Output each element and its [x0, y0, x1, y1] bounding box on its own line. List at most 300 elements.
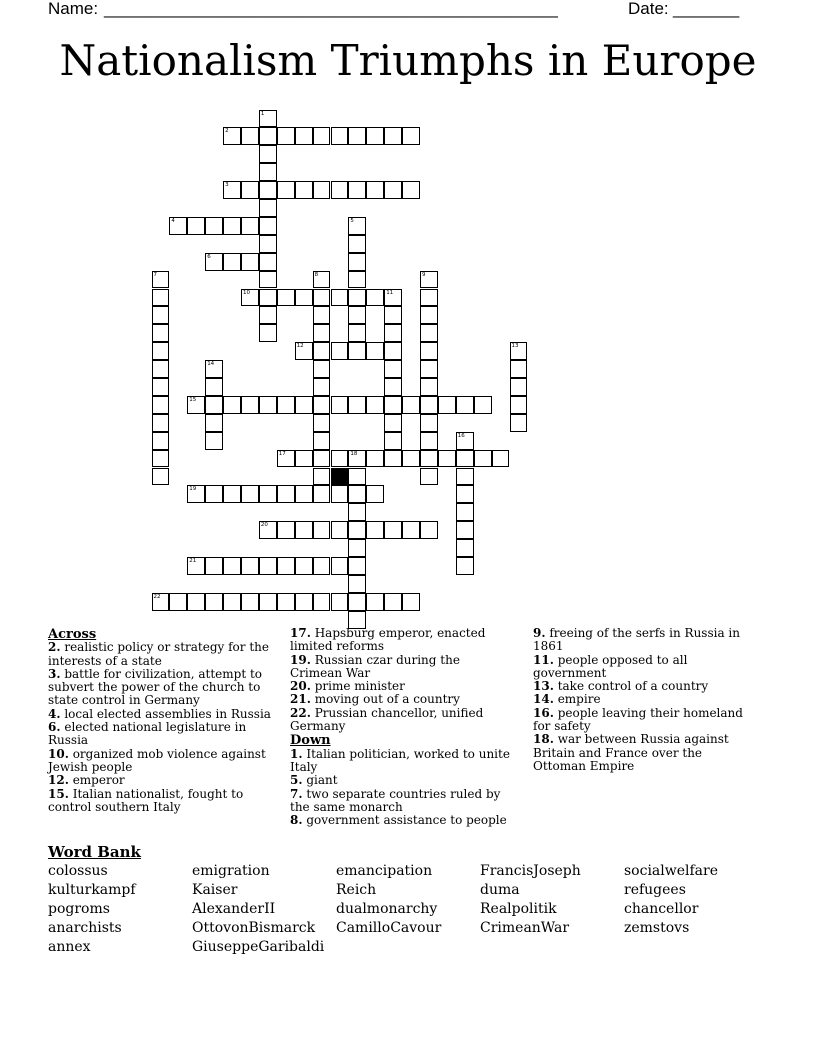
grid-cell[interactable] — [187, 396, 205, 414]
grid-cell[interactable] — [348, 306, 366, 324]
grid-cell[interactable] — [474, 450, 492, 468]
clue-text: prime minister — [310, 679, 405, 694]
grid-cell[interactable] — [348, 485, 366, 503]
clue-text: emperor — [68, 773, 125, 788]
clue-text: war between Russia against Britain and France over the Ottoman Empire — [533, 732, 729, 773]
clue-number: 17 — [278, 450, 286, 457]
clue-text: Russian czar during the Crimean War — [290, 652, 460, 680]
grid-cell[interactable] — [295, 127, 313, 145]
grid-cell[interactable] — [510, 396, 528, 414]
down-clue — [290, 814, 515, 827]
grid-cell[interactable] — [456, 521, 474, 539]
grid-cell[interactable] — [313, 557, 331, 575]
grid-cell[interactable] — [259, 110, 277, 128]
grid-cell[interactable] — [295, 557, 313, 575]
name-field[interactable]: ________________________________________________ — [104, 0, 558, 18]
grid-cell[interactable] — [295, 342, 313, 360]
grid-cell[interactable] — [295, 289, 313, 307]
grid-cell[interactable] — [348, 271, 366, 289]
grid-cell[interactable] — [295, 181, 313, 199]
grid-cell[interactable] — [152, 271, 170, 289]
grid-cell[interactable] — [402, 181, 420, 199]
grid-cell[interactable] — [205, 485, 223, 503]
grid-cell[interactable] — [510, 378, 528, 396]
grid-cell[interactable] — [152, 289, 170, 307]
grid-cell[interactable] — [259, 199, 277, 217]
grid-cell[interactable] — [259, 235, 277, 253]
across-clue-list-continued — [290, 627, 515, 733]
grid-cell[interactable] — [331, 450, 349, 468]
grid-cell[interactable] — [295, 593, 313, 611]
grid-cell[interactable] — [456, 432, 474, 450]
grid-cell[interactable] — [420, 306, 438, 324]
grid-cell[interactable] — [259, 306, 277, 324]
grid-cell[interactable] — [152, 342, 170, 360]
clue-text: Prussian chancellor, unified Germany — [290, 705, 484, 734]
grid-cell[interactable] — [402, 593, 420, 611]
grid-cell[interactable] — [313, 485, 331, 503]
grid-cell[interactable] — [241, 593, 259, 611]
grid-cell[interactable] — [169, 217, 187, 235]
grid-cell[interactable] — [152, 306, 170, 324]
clues-column-1 — [48, 627, 278, 814]
grid-cell[interactable] — [313, 396, 331, 414]
grid-cell[interactable] — [152, 432, 170, 450]
grid-cell[interactable] — [510, 414, 528, 432]
clue-number-label: 15. — [48, 786, 69, 801]
grid-cell[interactable] — [259, 396, 277, 414]
across-clue — [48, 708, 278, 721]
grid-cell[interactable] — [277, 521, 295, 539]
grid-cell[interactable] — [152, 324, 170, 342]
grid-cell[interactable] — [277, 485, 295, 503]
grid-cell[interactable] — [384, 378, 402, 396]
grid-cell[interactable] — [259, 145, 277, 163]
clue-number-label: 20. — [290, 679, 311, 694]
clue-text: elected national legislature in Russia — [48, 720, 247, 748]
across-clue — [48, 774, 278, 787]
grid-cell[interactable] — [402, 396, 420, 414]
grid-cell[interactable] — [348, 575, 366, 593]
grid-cell[interactable] — [366, 485, 384, 503]
across-clue — [290, 627, 515, 654]
grid-cell[interactable] — [348, 539, 366, 557]
clue-number-label: 9. — [533, 626, 546, 640]
grid-cell[interactable] — [259, 163, 277, 181]
grid-cell[interactable] — [384, 432, 402, 450]
grid-cell[interactable] — [456, 468, 474, 486]
clue-number: 19 — [189, 486, 197, 493]
grid-cell[interactable] — [295, 450, 313, 468]
across-clue-list — [48, 641, 278, 814]
grid-cell[interactable] — [277, 593, 295, 611]
grid-cell[interactable] — [152, 414, 170, 432]
grid-cell[interactable] — [384, 181, 402, 199]
clue-number-label: 16. — [533, 705, 554, 720]
grid-cell[interactable] — [223, 485, 241, 503]
grid-cell[interactable] — [313, 432, 331, 450]
grid-cell[interactable] — [348, 217, 366, 235]
clue-text: take control of a country — [553, 679, 709, 694]
grid-cell[interactable] — [384, 306, 402, 324]
down-clue — [533, 707, 758, 734]
word-bank-item: anarchists — [48, 920, 122, 936]
grid-cell[interactable] — [331, 342, 349, 360]
clue-text: local elected assemblies in Russia — [60, 706, 271, 721]
grid-cell[interactable] — [420, 414, 438, 432]
grid-cell[interactable] — [259, 521, 277, 539]
grid-cell[interactable] — [313, 342, 331, 360]
clue-number: 8 — [314, 271, 319, 278]
clue-text: Hapsburg emperor, enacted limited reforms — [290, 626, 486, 654]
grid-cell[interactable] — [241, 396, 259, 414]
grid-cell[interactable] — [384, 450, 402, 468]
grid-cell[interactable] — [366, 450, 384, 468]
grid-cell[interactable] — [152, 468, 170, 486]
grid-cell[interactable] — [205, 217, 223, 235]
grid-cell[interactable] — [259, 127, 277, 145]
clue-number-label: 12. — [48, 773, 69, 788]
grid-cell[interactable] — [348, 450, 366, 468]
grid-cell[interactable] — [420, 396, 438, 414]
across-clue — [290, 707, 515, 734]
down-clue — [533, 693, 758, 706]
word-bank-item: kulturkampf — [48, 882, 136, 898]
clue-number-label: 5. — [290, 773, 303, 788]
down-clue-list — [290, 748, 515, 828]
grid-cell[interactable] — [277, 396, 295, 414]
word-bank-item: chancellor — [624, 901, 699, 917]
grid-cell[interactable] — [420, 432, 438, 450]
grid-cell[interactable] — [277, 450, 295, 468]
clue-number: 20 — [260, 522, 268, 529]
clue-number-label: 14. — [533, 692, 554, 707]
grid-cell[interactable] — [187, 593, 205, 611]
grid-cell[interactable] — [331, 181, 349, 199]
grid-cell[interactable] — [241, 253, 259, 271]
grid-cell[interactable] — [169, 593, 187, 611]
clue-number: 9 — [422, 271, 426, 278]
grid-cell[interactable] — [277, 181, 295, 199]
grid-cell[interactable] — [259, 181, 277, 199]
grid-cell[interactable] — [152, 396, 170, 414]
grid-cell[interactable] — [313, 306, 331, 324]
down-heading: Down — [290, 733, 331, 749]
clue-number: 10 — [243, 289, 250, 296]
clue-number: 15 — [189, 396, 197, 403]
grid-cell[interactable] — [259, 271, 277, 289]
grid-cell[interactable] — [205, 360, 223, 378]
word-bank-item: dualmonarchy — [336, 901, 438, 917]
grid-cell[interactable] — [348, 253, 366, 271]
grid-cell[interactable] — [331, 127, 349, 145]
grid-cell[interactable] — [223, 396, 241, 414]
down-clue — [290, 748, 515, 775]
grid-cell[interactable] — [223, 127, 241, 145]
grid-cell[interactable] — [348, 557, 366, 575]
clue-number-label: 1. — [290, 746, 303, 761]
grid-cell[interactable] — [152, 450, 170, 468]
clues-column-2 — [290, 627, 515, 827]
clue-text: empire — [553, 692, 601, 707]
clue-number: 16 — [457, 432, 465, 439]
grid-cell[interactable] — [331, 521, 349, 539]
grid-cell[interactable] — [420, 289, 438, 307]
grid-cell[interactable] — [384, 593, 402, 611]
grid-cell[interactable] — [510, 360, 528, 378]
grid-cell[interactable] — [420, 378, 438, 396]
grid-cell[interactable] — [366, 342, 384, 360]
grid-cell[interactable] — [456, 557, 474, 575]
down-clue — [533, 733, 758, 773]
grid-cell[interactable] — [331, 396, 349, 414]
grid-cell[interactable] — [241, 181, 259, 199]
grid-cell[interactable] — [259, 217, 277, 235]
grid-cell[interactable] — [313, 289, 331, 307]
grid-cell[interactable] — [241, 557, 259, 575]
down-clue — [290, 774, 515, 787]
clue-text: people opposed to all government — [533, 652, 688, 680]
word-bank-item: Reich — [336, 882, 377, 898]
grid-cell[interactable] — [259, 253, 277, 271]
clue-number-label: 22. — [290, 705, 311, 720]
word-bank-item: emancipation — [336, 863, 433, 879]
across-clue — [290, 693, 515, 706]
grid-cell[interactable] — [313, 360, 331, 378]
grid-cell[interactable] — [348, 521, 366, 539]
clue-number-label: 18. — [533, 732, 554, 747]
grid-cell[interactable] — [348, 181, 366, 199]
grid-cell[interactable] — [241, 485, 259, 503]
grid-cell[interactable] — [241, 127, 259, 145]
grid-cell[interactable] — [420, 271, 438, 289]
clue-number-label: 19. — [290, 652, 311, 667]
across-clue — [48, 641, 278, 668]
grid-cell[interactable] — [295, 521, 313, 539]
grid-cell[interactable] — [313, 468, 331, 486]
grid-cell[interactable] — [456, 503, 474, 521]
clue-number: 18 — [350, 450, 358, 457]
word-bank-item: zemstovs — [624, 920, 690, 936]
clue-number: 11 — [386, 289, 394, 296]
grid-cell[interactable] — [384, 127, 402, 145]
grid-cell[interactable] — [205, 432, 223, 450]
grid-cell[interactable] — [295, 485, 313, 503]
grid-cell[interactable] — [223, 181, 241, 199]
grid-cell[interactable] — [152, 593, 170, 611]
grid-cell[interactable] — [348, 289, 366, 307]
grid-cell[interactable] — [420, 468, 438, 486]
grid-cell[interactable] — [348, 593, 366, 611]
grid-cell[interactable] — [313, 414, 331, 432]
grid-cell[interactable] — [402, 127, 420, 145]
grid-cell[interactable] — [420, 324, 438, 342]
grid-cell[interactable] — [456, 450, 474, 468]
grid-cell[interactable] — [366, 289, 384, 307]
grid-cell[interactable] — [384, 342, 402, 360]
grid-cell[interactable] — [259, 324, 277, 342]
grid-cell[interactable] — [492, 450, 510, 468]
grid-cell[interactable] — [187, 217, 205, 235]
down-clue-list-continued — [533, 627, 758, 773]
grid-cell[interactable] — [205, 593, 223, 611]
grid-cell[interactable] — [348, 503, 366, 521]
grid-cell[interactable] — [348, 324, 366, 342]
clue-number-label: 7. — [290, 786, 303, 801]
clue-text: government assistance to people — [302, 813, 507, 828]
date-field[interactable]: _______ — [673, 0, 740, 18]
clue-text: two separate countries ruled by the same monarch — [290, 786, 501, 814]
clue-number-label: 10. — [48, 746, 69, 761]
grid-cell[interactable] — [205, 378, 223, 396]
name-label: Name: — [48, 0, 99, 18]
shaded-cell — [331, 468, 349, 486]
clue-text: organized mob violence against Jewish people — [48, 746, 266, 774]
word-bank-item: emigration — [192, 863, 270, 879]
grid-cell[interactable] — [348, 235, 366, 253]
down-clue — [533, 627, 758, 654]
grid-cell[interactable] — [456, 539, 474, 557]
grid-cell[interactable] — [456, 485, 474, 503]
grid-cell[interactable] — [348, 127, 366, 145]
page-title: Nationalism Triumphs in Europe — [59, 36, 757, 85]
word-bank-item: duma — [480, 882, 520, 898]
grid-cell[interactable] — [402, 450, 420, 468]
grid-cell[interactable] — [438, 396, 456, 414]
grid-cell[interactable] — [384, 414, 402, 432]
word-bank-item: FrancisJoseph — [480, 863, 581, 879]
grid-cell[interactable] — [277, 127, 295, 145]
grid-cell[interactable] — [313, 521, 331, 539]
clue-number: 14 — [207, 361, 215, 368]
grid-cell[interactable] — [259, 289, 277, 307]
grid-cell[interactable] — [223, 253, 241, 271]
across-heading: Across — [48, 627, 97, 642]
grid-cell[interactable] — [384, 289, 402, 307]
grid-cell[interactable] — [223, 557, 241, 575]
grid-cell[interactable] — [331, 593, 349, 611]
across-clue — [48, 721, 278, 748]
grid-cell[interactable] — [402, 521, 420, 539]
word-bank-item: annex — [48, 939, 91, 955]
word-bank-item: Realpolitik — [480, 901, 557, 917]
grid-cell[interactable] — [205, 253, 223, 271]
grid-cell[interactable] — [366, 181, 384, 199]
grid-cell[interactable] — [313, 378, 331, 396]
grid-cell[interactable] — [438, 450, 456, 468]
grid-cell[interactable] — [259, 593, 277, 611]
across-clue — [48, 748, 278, 775]
grid-cell[interactable] — [366, 593, 384, 611]
word-bank-item: GiuseppeGaribaldi — [192, 939, 325, 955]
grid-cell[interactable] — [313, 593, 331, 611]
clue-number-label: 21. — [290, 692, 311, 707]
grid-cell[interactable] — [205, 414, 223, 432]
grid-cell[interactable] — [331, 485, 349, 503]
clue-text: battle for civilization, attempt to subvert the power of the church to state control in Germany — [48, 666, 263, 708]
clue-number: 3 — [225, 182, 229, 189]
word-bank-item: CamilloCavour — [336, 920, 442, 936]
grid-cell[interactable] — [259, 485, 277, 503]
word-bank-item: socialwelfare — [624, 863, 719, 879]
across-clue — [48, 668, 278, 708]
grid-cell[interactable] — [331, 289, 349, 307]
grid-cell[interactable] — [420, 521, 438, 539]
word-bank-item: CrimeanWar — [480, 920, 570, 936]
grid-cell[interactable] — [152, 360, 170, 378]
clues-column-3 — [533, 627, 758, 773]
word-bank-title: Word Bank — [48, 843, 141, 861]
grid-cell[interactable] — [277, 557, 295, 575]
grid-cell[interactable] — [205, 396, 223, 414]
grid-cell[interactable] — [241, 217, 259, 235]
grid-cell[interactable] — [420, 450, 438, 468]
clue-number-label: 4. — [48, 706, 61, 721]
grid-cell[interactable] — [223, 217, 241, 235]
grid-cell[interactable] — [384, 521, 402, 539]
clue-number: 22 — [153, 593, 161, 600]
word-bank-item: colossus — [48, 863, 108, 879]
clue-number: 4 — [171, 217, 175, 224]
grid-cell[interactable] — [223, 593, 241, 611]
grid-cell[interactable] — [366, 521, 384, 539]
grid-cell[interactable] — [384, 324, 402, 342]
grid-cell[interactable] — [456, 396, 474, 414]
grid-cell[interactable] — [348, 396, 366, 414]
word-bank-item: refugees — [624, 882, 686, 898]
across-clue — [290, 680, 515, 693]
grid-cell[interactable] — [384, 396, 402, 414]
grid-cell[interactable] — [241, 289, 259, 307]
grid-cell[interactable] — [331, 557, 349, 575]
clue-number-label: 13. — [533, 679, 554, 694]
grid-cell[interactable] — [187, 557, 205, 575]
clue-text: people leaving their homeland for safety — [533, 705, 743, 734]
clue-number: 13 — [511, 343, 519, 350]
clue-text: giant — [302, 773, 338, 788]
clue-number: 5 — [350, 217, 354, 224]
grid-cell[interactable] — [205, 557, 223, 575]
clue-number: 2 — [225, 128, 229, 135]
grid-cell[interactable] — [474, 396, 492, 414]
grid-cell[interactable] — [313, 271, 331, 289]
grid-cell[interactable] — [295, 396, 313, 414]
grid-cell[interactable] — [366, 396, 384, 414]
word-bank-item: Kaiser — [192, 882, 238, 898]
grid-cell[interactable] — [152, 378, 170, 396]
clue-number-label: 8. — [290, 813, 303, 828]
clue-number: 7 — [153, 271, 157, 278]
grid-cell[interactable] — [510, 342, 528, 360]
down-clue — [533, 654, 758, 681]
grid-cell[interactable] — [348, 342, 366, 360]
grid-cell[interactable] — [348, 468, 366, 486]
across-clue — [290, 654, 515, 681]
grid-cell[interactable] — [366, 127, 384, 145]
grid-cell[interactable] — [187, 485, 205, 503]
word-bank-item: OttovonBismarck — [192, 920, 316, 936]
grid-cell[interactable] — [420, 342, 438, 360]
grid-cell[interactable] — [277, 289, 295, 307]
grid-cell[interactable] — [420, 360, 438, 378]
grid-cell[interactable] — [313, 324, 331, 342]
grid-cell[interactable] — [384, 360, 402, 378]
grid-cell[interactable] — [313, 181, 331, 199]
grid-cell[interactable] — [313, 450, 331, 468]
grid-cell[interactable] — [259, 557, 277, 575]
clue-number-label: 6. — [48, 720, 61, 735]
grid-cell[interactable] — [313, 127, 331, 145]
